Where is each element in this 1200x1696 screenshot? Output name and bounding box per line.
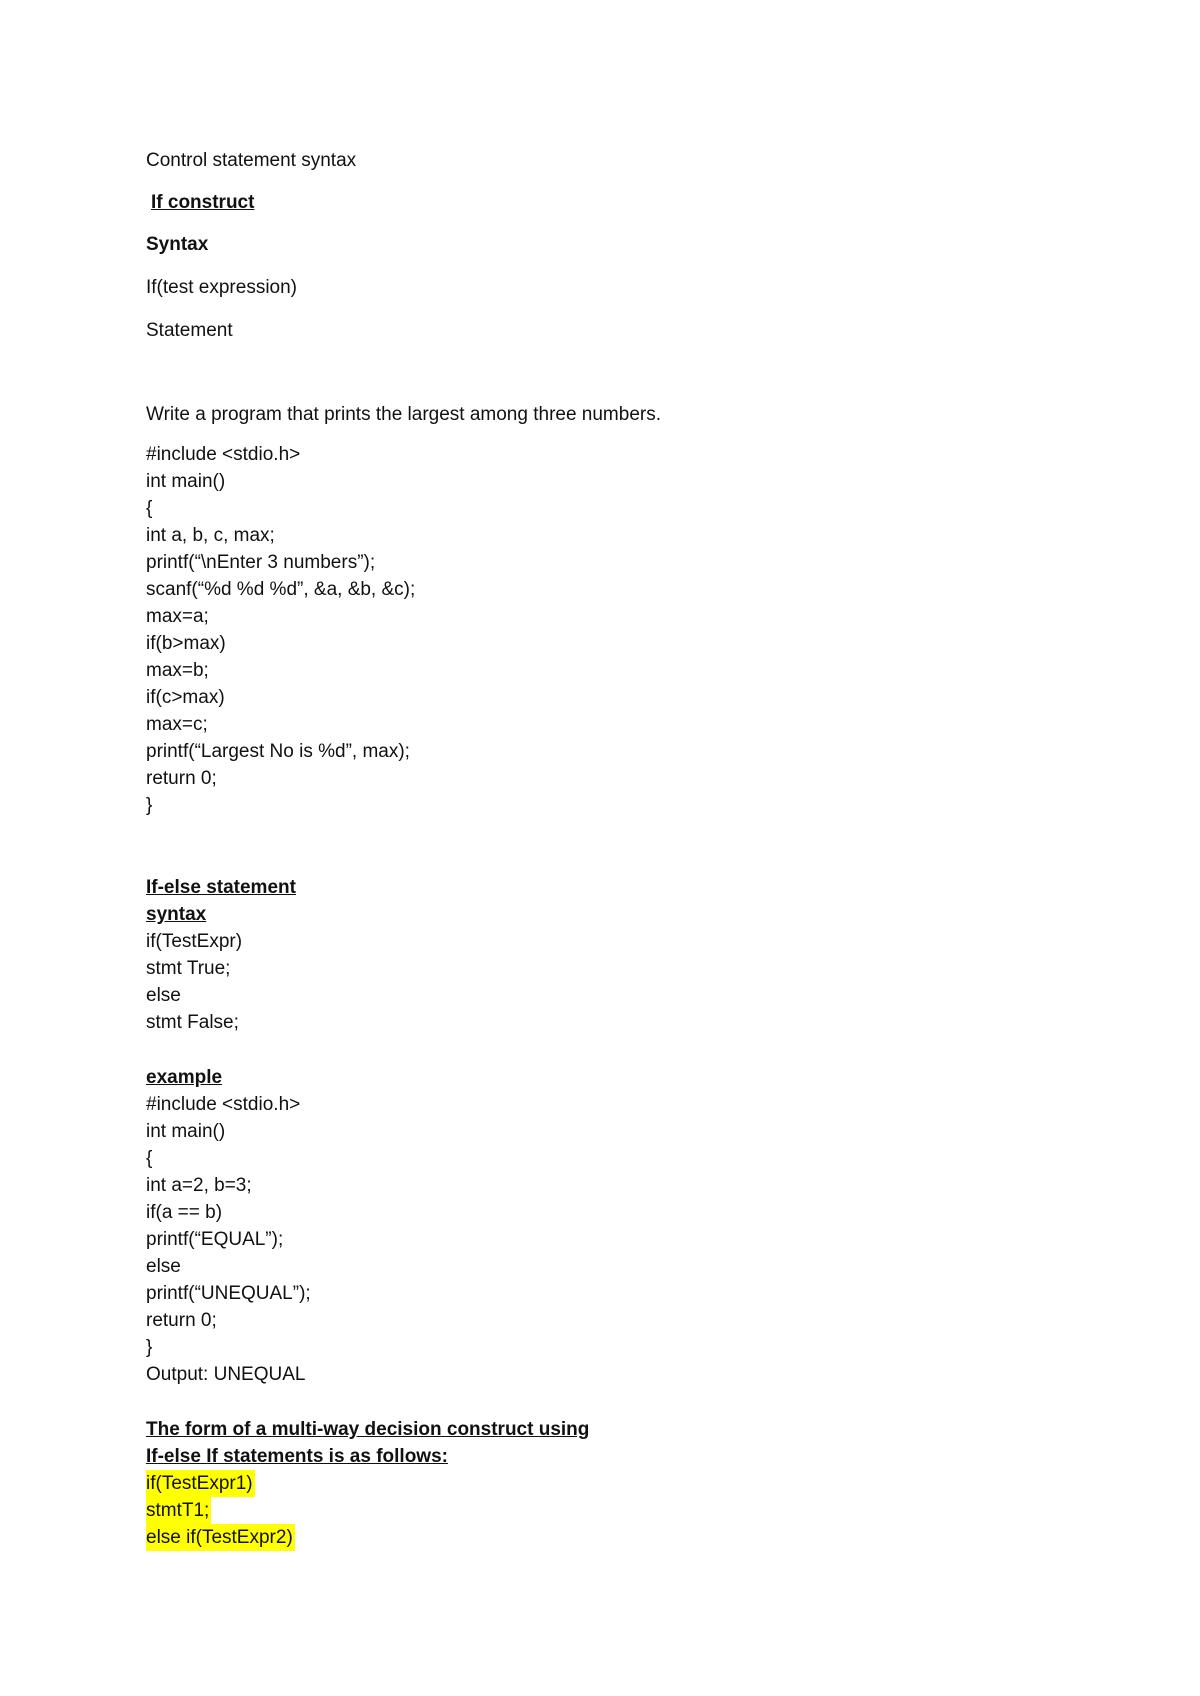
if-statement-line: Statement: [146, 320, 233, 341]
code-line: #include <stdio.h>: [146, 1094, 301, 1115]
code-line: else: [146, 1256, 181, 1277]
code-line: int main(): [146, 1121, 226, 1142]
program1-prompt: Write a program that prints the largest among three numbers.: [146, 404, 662, 425]
code-line: if(a == b): [146, 1202, 223, 1223]
code-line: int a, b, c, max;: [146, 525, 275, 546]
code-line: return 0;: [146, 768, 217, 789]
multiway-heading-line1: The form of a multi-way decision construct using: [146, 1419, 590, 1440]
if-else-section: [146, 874, 1046, 1036]
if-syntax-label: Syntax: [146, 234, 209, 255]
code-line: printf(“EQUAL”);: [146, 1229, 284, 1250]
example-section: [146, 1064, 1046, 1388]
multiway-section: [146, 1416, 1046, 1551]
code-line: {: [146, 498, 153, 519]
highlighted-text: stmtT1;: [146, 1497, 211, 1524]
if-else-syntax-label: syntax: [146, 904, 207, 925]
code-line: int a=2, b=3;: [146, 1175, 252, 1196]
code-line: }: [146, 795, 153, 816]
code-line: max=a;: [146, 606, 209, 627]
code-line: if(b>max): [146, 633, 226, 654]
if-syntax-line: If(test expression): [146, 277, 297, 298]
multiway-heading-line2: If-else If statements is as follows:: [146, 1446, 448, 1467]
code-line: if(c>max): [146, 687, 225, 708]
code-line: return 0;: [146, 1310, 217, 1331]
example-label: example: [146, 1067, 223, 1088]
highlighted-line: [146, 1470, 1046, 1497]
highlighted-line: [146, 1497, 1046, 1524]
code-line: scanf(“%d %d %d”, &a, &b, &c);: [146, 579, 416, 600]
code-line: printf(“Largest No is %d”, max);: [146, 741, 410, 762]
code-line: max=c;: [146, 714, 208, 735]
code-line: int main(): [146, 471, 226, 492]
syntax-line: if(TestExpr): [146, 931, 243, 952]
highlighted-line: [146, 1524, 1046, 1551]
code-line: max=b;: [146, 660, 209, 681]
syntax-line: else: [146, 985, 181, 1006]
if-construct-heading: If construct: [151, 192, 255, 213]
code-line: }: [146, 1337, 153, 1358]
code-line: printf(“UNEQUAL”);: [146, 1283, 311, 1304]
highlighted-text: else if(TestExpr2): [146, 1524, 295, 1551]
output-line: Output: UNEQUAL: [146, 1364, 306, 1385]
syntax-line: stmt True;: [146, 958, 231, 979]
highlighted-text: if(TestExpr1): [146, 1470, 255, 1497]
program1-code: [146, 441, 1046, 819]
code-line: {: [146, 1148, 153, 1169]
syntax-line: stmt False;: [146, 1012, 239, 1033]
if-else-heading: If-else statement: [146, 877, 296, 898]
code-line: #include <stdio.h>: [146, 444, 301, 465]
document-title: Control statement syntax: [146, 150, 357, 171]
code-line: printf(“\nEnter 3 numbers”);: [146, 552, 376, 573]
